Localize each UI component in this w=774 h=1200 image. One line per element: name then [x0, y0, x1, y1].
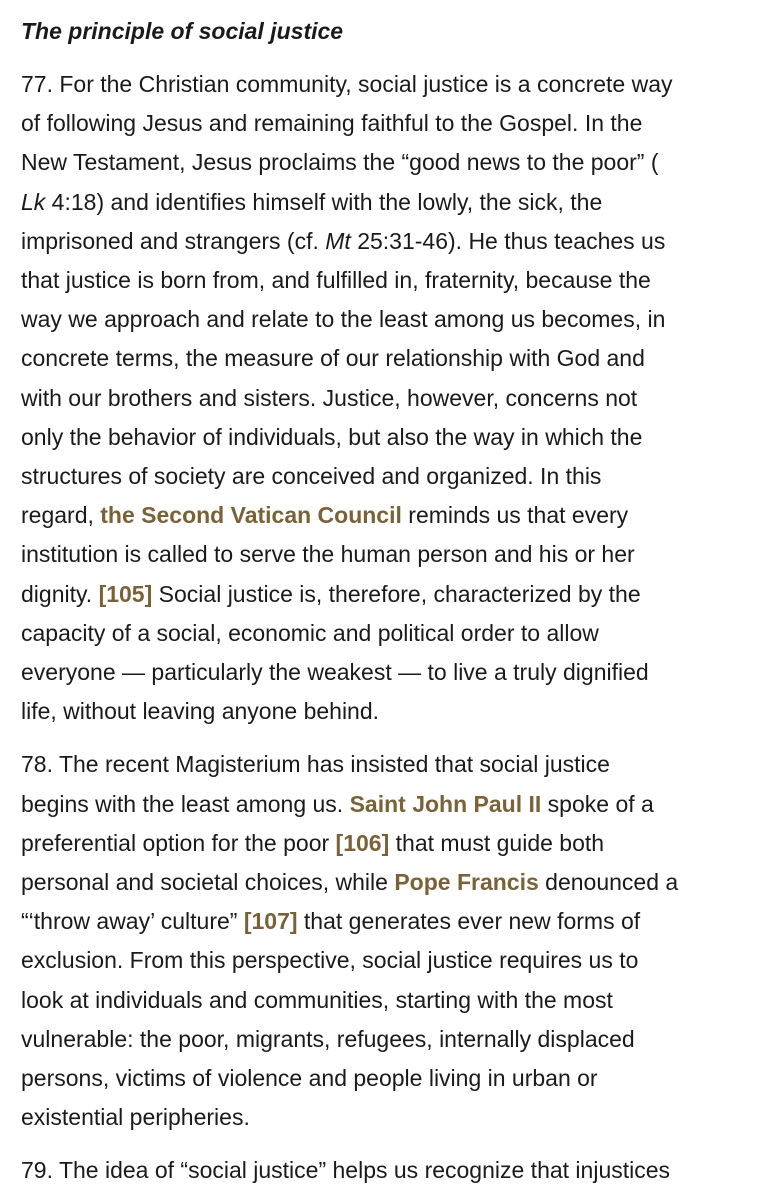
paragraph-77	[21, 65, 754, 731]
paragraph-79	[21, 1151, 754, 1190]
line	[21, 183, 754, 222]
line	[21, 902, 754, 941]
line: look at individuals and communities, starting with the most	[21, 986, 613, 1013]
line	[21, 824, 754, 863]
footnote-link-105[interactable]: [105]	[98, 580, 153, 607]
line: life, without leaving anyone behind.	[21, 698, 380, 725]
link-second-vatican-council[interactable]: the Second Vatican Council	[100, 502, 402, 529]
line: vulnerable: the poor, migrants, refugees, internally displaced	[21, 1025, 635, 1052]
text-run: that generates ever new forms of	[297, 908, 641, 935]
text-run: that must guide both	[389, 829, 605, 856]
line: persons, victims of violence and people living in urban or	[21, 1065, 598, 1092]
line: institution is called to serve the human person and his or her	[21, 541, 635, 568]
line	[21, 785, 754, 824]
paragraph-78	[21, 745, 754, 1137]
text-run: “‘throw away’ culture”	[21, 908, 244, 935]
line: New Testament, Jesus proclaims the “good news to the poor” (	[21, 149, 659, 176]
text-run: 4:18) and identifies himself with the lowly, the sick, the	[45, 188, 603, 215]
line: concrete terms, the measure of our relationship with God and	[21, 345, 645, 372]
scripture-ref-luke: Lk	[21, 188, 46, 215]
line: structures of society are conceived and organized. In this	[21, 463, 602, 490]
line	[21, 222, 754, 261]
line	[21, 863, 754, 902]
section-heading: The principle of social justice	[21, 18, 344, 44]
text-run: 25:31-46). He thus teaches us	[350, 227, 666, 254]
line	[21, 575, 754, 614]
line: with our brothers and sisters. Justice, however, concerns not	[21, 384, 638, 411]
text-run: regard,	[21, 502, 101, 529]
text-run: reminds us that every	[401, 502, 629, 529]
line: of following Jesus and remaining faithful to the Gospel. In the	[21, 110, 643, 137]
line: 77. For the Christian community, social justice is a concrete way	[21, 71, 673, 97]
line: exclusion. From this perspective, social justice requires us to	[21, 947, 639, 974]
footnote-link-106[interactable]: [106]	[335, 829, 390, 856]
line: existential peripheries.	[21, 1104, 250, 1131]
text-run: denounced a	[538, 869, 679, 896]
text-run: preferential option for the poor	[21, 829, 336, 856]
link-saint-john-paul-ii[interactable]: Saint John Paul II	[349, 790, 542, 817]
text-run: dignity.	[21, 580, 99, 607]
line: that justice is born from, and fulfilled in, fraternity, because the	[21, 267, 651, 294]
line: way we approach and relate to the least among us becomes, in	[21, 306, 666, 333]
line: capacity of a social, economic and political order to allow	[21, 619, 599, 646]
footnote-link-107[interactable]: [107]	[243, 908, 298, 935]
line: everyone — particularly the weakest — to live a truly dignified	[21, 659, 649, 686]
line: 78. The recent Magisterium has insisted that social justice	[21, 751, 610, 778]
scripture-ref-matthew: Mt	[325, 227, 351, 254]
link-pope-francis[interactable]: Pope Francis	[394, 869, 539, 896]
text-run: personal and societal choices, while	[21, 869, 395, 896]
line	[21, 496, 754, 535]
text-run: spoke of a	[541, 790, 654, 817]
line: 79. The idea of “social justice” helps us recognize that injustices	[21, 1157, 671, 1184]
text-run: begins with the least among us.	[21, 790, 350, 817]
text-run: imprisoned and strangers (cf.	[21, 227, 326, 254]
text-run: Social justice is, therefore, characterized by the	[152, 580, 641, 607]
line: only the behavior of individuals, but also the way in which the	[21, 423, 643, 450]
